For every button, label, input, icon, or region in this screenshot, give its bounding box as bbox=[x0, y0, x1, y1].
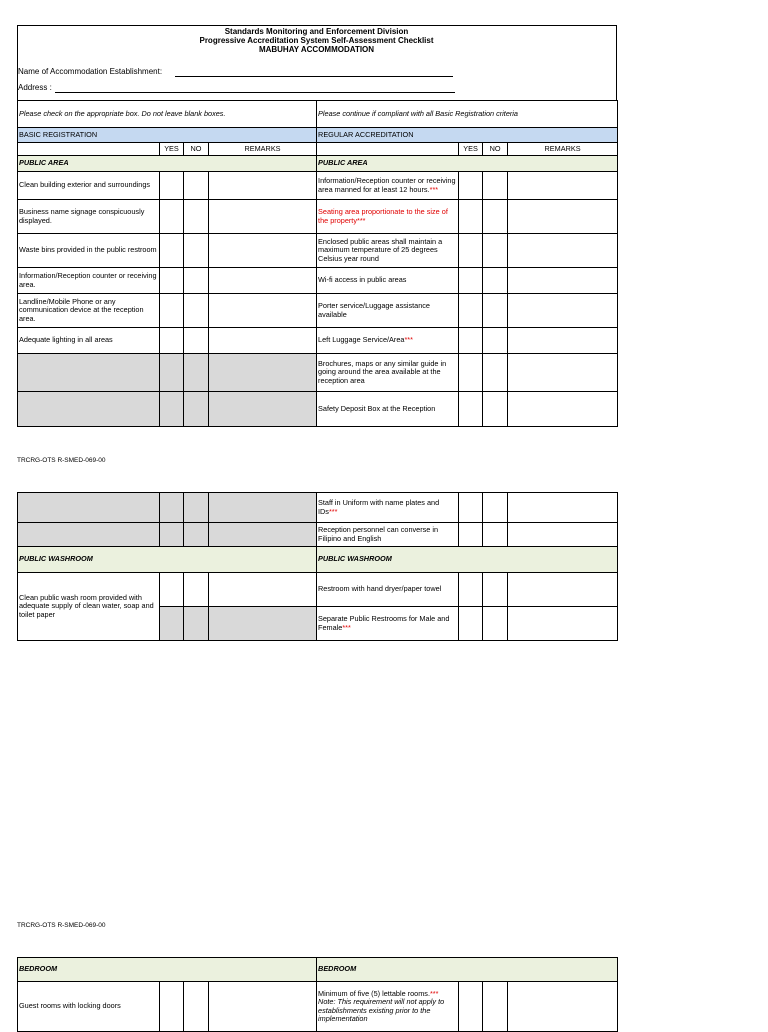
table-row bbox=[18, 392, 618, 427]
remarks-cell[interactable] bbox=[508, 573, 618, 607]
category-bedroom: BEDROOM bbox=[317, 958, 618, 982]
yes-checkbox[interactable] bbox=[459, 392, 483, 427]
remarks-cell[interactable] bbox=[508, 982, 618, 1032]
yes-checkbox[interactable] bbox=[160, 172, 184, 200]
remarks-cell[interactable] bbox=[508, 294, 618, 328]
disabled-cell bbox=[209, 392, 317, 427]
yes-checkbox[interactable] bbox=[160, 982, 184, 1032]
remarks-cell[interactable] bbox=[508, 392, 618, 427]
table-row bbox=[18, 234, 618, 268]
table-row bbox=[18, 573, 618, 607]
criterion-text: Clean building exterior and surroundings bbox=[18, 172, 160, 200]
disabled-cell bbox=[184, 354, 209, 392]
criterion-text: Reception personnel can converse in Filipino and English bbox=[317, 523, 459, 547]
table-row bbox=[18, 200, 618, 234]
section-regular-accreditation: REGULAR ACCREDITATION bbox=[317, 128, 618, 143]
category-bedroom: BEDROOM bbox=[18, 958, 317, 982]
remarks-cell[interactable] bbox=[508, 328, 618, 354]
remarks-cell[interactable] bbox=[508, 354, 618, 392]
section-basic-registration: BASIC REGISTRATION bbox=[18, 128, 317, 143]
disabled-cell bbox=[160, 354, 184, 392]
remarks-cell[interactable] bbox=[508, 268, 618, 294]
no-checkbox[interactable] bbox=[483, 607, 508, 641]
category-title: MABUHAY ACCOMMODATION bbox=[258, 45, 375, 54]
no-checkbox[interactable] bbox=[184, 268, 209, 294]
column-remarks: REMARKS bbox=[209, 143, 317, 156]
remarks-cell[interactable] bbox=[209, 234, 317, 268]
yes-checkbox[interactable] bbox=[459, 573, 483, 607]
instruction-left: Please check on the appropriate box. Do not leave blank boxes. bbox=[18, 101, 317, 128]
table-row bbox=[18, 294, 618, 328]
remarks-cell[interactable] bbox=[508, 493, 618, 523]
disabled-cell bbox=[209, 354, 317, 392]
disabled-cell bbox=[160, 523, 184, 547]
yes-checkbox[interactable] bbox=[459, 607, 483, 641]
no-checkbox[interactable] bbox=[184, 172, 209, 200]
category-public-washroom: PUBLIC WASHROOM bbox=[317, 547, 618, 573]
address-label: Address : bbox=[18, 83, 52, 92]
criterion-text: Waste bins provided in the public restroom bbox=[18, 234, 160, 268]
yes-checkbox[interactable] bbox=[160, 328, 184, 354]
category-public-area: PUBLIC AREA bbox=[18, 156, 317, 172]
checklist-title: Progressive Accreditation System Self-Assessment Checklist bbox=[199, 36, 434, 45]
yes-checkbox[interactable] bbox=[160, 573, 184, 607]
criterion-text: Information/Reception counter or receiving area manned for at least 12 hours.*** bbox=[317, 172, 459, 200]
disabled-cell bbox=[18, 493, 160, 523]
remarks-cell[interactable] bbox=[209, 172, 317, 200]
remarks-cell[interactable] bbox=[508, 523, 618, 547]
column-yes: YES bbox=[459, 143, 483, 156]
remarks-cell[interactable] bbox=[209, 268, 317, 294]
no-checkbox[interactable] bbox=[184, 234, 209, 268]
disabled-cell bbox=[160, 607, 184, 641]
form-code-footer: TRCRG-OTS R-SMED-069-00 bbox=[17, 457, 106, 464]
criterion-text: Brochures, maps or any similar guide in going around the area available at the reception area bbox=[317, 354, 459, 392]
yes-checkbox[interactable] bbox=[160, 294, 184, 328]
checklist-table-page1 bbox=[17, 100, 618, 427]
checklist-table-page2 bbox=[17, 492, 618, 641]
criterion-text: Enclosed public areas shall maintain a maximum temperature of 25 degrees Celsius year round bbox=[317, 234, 459, 268]
yes-checkbox[interactable] bbox=[160, 268, 184, 294]
disabled-cell bbox=[160, 493, 184, 523]
table-row bbox=[18, 268, 618, 294]
no-checkbox[interactable] bbox=[483, 523, 508, 547]
criterion-text: Seating area proportionate to the size of the property*** bbox=[317, 200, 459, 234]
remarks-cell[interactable] bbox=[508, 172, 618, 200]
criterion-text: Staff in Uniform with name plates and IDs*** bbox=[317, 493, 459, 523]
yes-checkbox[interactable] bbox=[459, 523, 483, 547]
no-checkbox[interactable] bbox=[483, 573, 508, 607]
criterion-text: Safety Deposit Box at the Reception bbox=[317, 392, 459, 427]
disabled-cell bbox=[209, 493, 317, 523]
disabled-cell bbox=[184, 607, 209, 641]
yes-checkbox[interactable] bbox=[459, 328, 483, 354]
instruction-right: Please continue if compliant with all Basic Registration criteria bbox=[317, 101, 618, 128]
no-checkbox[interactable] bbox=[483, 354, 508, 392]
yes-checkbox[interactable] bbox=[459, 294, 483, 328]
criterion-text: Adequate lighting in all areas bbox=[18, 328, 160, 354]
no-checkbox[interactable] bbox=[184, 328, 209, 354]
column-remarks: REMARKS bbox=[508, 143, 618, 156]
table-row bbox=[18, 328, 618, 354]
no-checkbox[interactable] bbox=[184, 294, 209, 328]
table-row bbox=[18, 493, 618, 523]
criterion-text: Landline/Mobile Phone or any communication device at the reception area. bbox=[18, 294, 160, 328]
remarks-cell[interactable] bbox=[209, 328, 317, 354]
column-yes: YES bbox=[160, 143, 184, 156]
criterion-text: Wi-fi access in public areas bbox=[317, 268, 459, 294]
no-checkbox[interactable] bbox=[483, 392, 508, 427]
form-code-footer: TRCRG-OTS R-SMED-069-00 bbox=[17, 922, 106, 929]
no-checkbox[interactable] bbox=[184, 982, 209, 1032]
remarks-cell[interactable] bbox=[508, 234, 618, 268]
criterion-text: Porter service/Luggage assistance available bbox=[317, 294, 459, 328]
remarks-cell[interactable] bbox=[209, 200, 317, 234]
yes-checkbox[interactable] bbox=[459, 172, 483, 200]
disabled-cell bbox=[18, 392, 160, 427]
yes-checkbox[interactable] bbox=[160, 234, 184, 268]
table-row bbox=[18, 172, 618, 200]
disabled-cell bbox=[184, 392, 209, 427]
disabled-cell bbox=[18, 354, 160, 392]
remarks-cell[interactable] bbox=[209, 573, 317, 607]
category-public-area: PUBLIC AREA bbox=[317, 156, 618, 172]
criterion-text: Guest rooms with locking doors bbox=[18, 982, 160, 1032]
no-checkbox[interactable] bbox=[483, 200, 508, 234]
yes-checkbox[interactable] bbox=[459, 268, 483, 294]
disabled-cell bbox=[209, 607, 317, 641]
table-row bbox=[18, 982, 618, 1032]
disabled-cell bbox=[184, 523, 209, 547]
remarks-cell[interactable] bbox=[209, 982, 317, 1032]
address-field[interactable] bbox=[55, 92, 455, 93]
yes-checkbox[interactable] bbox=[459, 200, 483, 234]
yes-checkbox[interactable] bbox=[459, 982, 483, 1032]
no-checkbox[interactable] bbox=[483, 234, 508, 268]
remarks-cell[interactable] bbox=[508, 607, 618, 641]
establishment-name-label: Name of Accommodation Establishment: bbox=[18, 67, 163, 76]
criterion-text: Minimum of five (5) lettable rooms.*** Note: This requirement will not apply to establishments existing prior to the implementation bbox=[317, 982, 459, 1032]
no-checkbox[interactable] bbox=[483, 493, 508, 523]
criterion-text: Restroom with hand dryer/paper towel bbox=[317, 573, 459, 607]
no-checkbox[interactable] bbox=[483, 294, 508, 328]
checklist-table-page3 bbox=[17, 957, 618, 1032]
yes-checkbox[interactable] bbox=[459, 493, 483, 523]
disabled-cell bbox=[209, 523, 317, 547]
criterion-text: Clean public wash room provided with adequate supply of clean water, soap and toilet paper bbox=[18, 573, 160, 641]
form-frame bbox=[17, 25, 617, 101]
criterion-text: Business name signage conspicuously displayed. bbox=[18, 200, 160, 234]
no-checkbox[interactable] bbox=[483, 328, 508, 354]
criterion-text: Information/Reception counter or receiving area. bbox=[18, 268, 160, 294]
disabled-cell bbox=[184, 493, 209, 523]
table-row bbox=[18, 354, 618, 392]
no-checkbox[interactable] bbox=[483, 172, 508, 200]
column-no: NO bbox=[184, 143, 209, 156]
remarks-cell[interactable] bbox=[508, 200, 618, 234]
remarks-cell[interactable] bbox=[209, 294, 317, 328]
yes-checkbox[interactable] bbox=[459, 354, 483, 392]
yes-checkbox[interactable] bbox=[160, 200, 184, 234]
no-checkbox[interactable] bbox=[483, 982, 508, 1032]
criterion-text: Left Luggage Service/Area*** bbox=[317, 328, 459, 354]
disabled-cell bbox=[160, 392, 184, 427]
establishment-name-field[interactable] bbox=[175, 76, 453, 77]
no-checkbox[interactable] bbox=[184, 573, 209, 607]
column-no: NO bbox=[483, 143, 508, 156]
division-title: Standards Monitoring and Enforcement Division bbox=[224, 27, 409, 36]
no-checkbox[interactable] bbox=[483, 268, 508, 294]
criterion-text: Separate Public Restrooms for Male and Female*** bbox=[317, 607, 459, 641]
disabled-cell bbox=[18, 523, 160, 547]
table-row bbox=[18, 523, 618, 547]
yes-checkbox[interactable] bbox=[459, 234, 483, 268]
no-checkbox[interactable] bbox=[184, 200, 209, 234]
category-public-washroom: PUBLIC WASHROOM bbox=[18, 547, 317, 573]
